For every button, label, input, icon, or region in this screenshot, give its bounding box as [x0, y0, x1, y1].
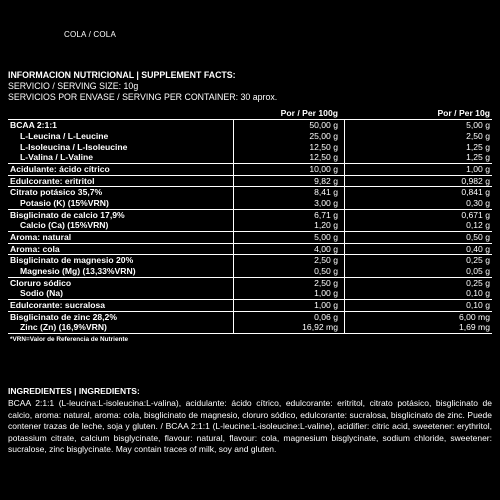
column-header-10g: Por / Per 10g: [437, 108, 490, 118]
value-per-10g: 5,00 g: [466, 120, 490, 130]
table-row: [8, 142, 492, 153]
value-per-10g: 0,10 g: [466, 288, 490, 299]
nutrient-name: Bisglicinato de calcio 17,9%: [10, 209, 125, 220]
table-row: [8, 266, 492, 278]
value-per-10g: 1,00 g: [466, 163, 490, 174]
column-header-100g: Por / Per 100g: [280, 108, 338, 118]
table-row: [8, 164, 492, 176]
value-per-100g: 0,06 g: [314, 311, 338, 322]
value-per-100g: 9,82 g: [314, 175, 338, 186]
nutrient-name: L-Isoleucina / L-Isoleucine: [20, 141, 128, 152]
value-per-100g: 1,00 g: [314, 288, 338, 299]
value-per-100g: 6,71 g: [314, 209, 338, 220]
nutrient-name: Aroma: cola: [10, 243, 60, 254]
value-per-10g: 0,25 g: [466, 255, 490, 266]
nutrient-name: L-Leucina / L-Leucine: [20, 130, 109, 141]
value-per-100g: 0,50 g: [314, 265, 338, 276]
nutrient-name: Acidulante: ácido cítrico: [10, 163, 110, 174]
nutrient-name: Sodio (Na): [20, 288, 63, 299]
ingredients-title: INGREDIENTES | INGREDIENTS:: [8, 386, 140, 396]
value-per-100g: 3,00 g: [314, 197, 338, 208]
value-per-100g: 5,00 g: [314, 231, 338, 242]
nutrient-name: Citrato potásico 35,7%: [10, 187, 103, 198]
nutrient-name: Edulcorante: sucralosa: [10, 299, 106, 310]
table-row: [8, 220, 492, 232]
value-per-10g: 0,671 g: [461, 209, 490, 220]
nutrient-name: Potasio (K) (15%VRN): [20, 197, 109, 208]
nutrient-name: Zinc (Zn) (16,9%VRN): [20, 322, 107, 333]
table-header: [8, 108, 492, 120]
table-row: [8, 152, 492, 164]
table-row: [8, 232, 492, 244]
table-body: [8, 120, 492, 334]
nutrient-name: Cloruro sódico: [10, 277, 72, 288]
nutrition-title: INFORMACION NUTRICIONAL | SUPPLEMENT FACTS:: [8, 70, 236, 80]
nutrition-header: [8, 70, 492, 103]
value-per-10g: 0,50 g: [466, 231, 490, 242]
column-divider: [233, 120, 234, 334]
value-per-10g: 1,25 g: [466, 141, 490, 152]
value-per-10g: 0,12 g: [466, 220, 490, 231]
table-row: [8, 300, 492, 312]
value-per-10g: 0,982 g: [461, 175, 490, 186]
value-per-100g: 4,00 g: [314, 243, 338, 254]
table-row: [8, 187, 492, 198]
nutrient-name: Calcio (Ca) (15%VRN): [20, 220, 109, 231]
serving-size: SERVICIO / SERVING SIZE: 10g: [8, 81, 139, 91]
value-per-10g: 0,10 g: [466, 299, 490, 310]
footnote: *VRN=Valor de Referencia de Nutriente: [10, 336, 129, 343]
table-row: [8, 288, 492, 300]
ingredients-text: BCAA 2:1:1 (L-leucina:L-isoleucina:L-valina), acidulante: ácido cítrico, edulcorante: eritritol, citrato potásico, bisglicinato de calcio, aroma: natural, aroma: cola, bisglicinato de magnesio, cloruro sódico, edulcorante: sucralosa, bisglicinato de zinc. Puede contener trazas de leche, soja y gluten. / BCAA 2:1:1 (L-leucine:L-isoleucine:L-valine), acidifier: citric acid, sweetener: erythritol, potassium citrate, calcium bisglycinate, flavour: natural, flavour: cola, magnesium bisglycinate, sodium chloride, sweetener: sucralose, zinc bisglycinate. May contain traces of milk, soy and gluten.: [8, 398, 492, 455]
nutrient-name: Magnesio (Mg) (13,33%VRN): [20, 265, 136, 276]
value-per-100g: 25,00 g: [309, 130, 338, 141]
value-per-10g: 0,30 g: [466, 197, 490, 208]
value-per-100g: 12,50 g: [309, 141, 338, 152]
value-per-100g: 12,50 g: [309, 152, 338, 163]
value-per-10g: 6,00 mg: [458, 311, 490, 322]
value-per-100g: 50,00 g: [309, 120, 338, 130]
column-divider: [344, 120, 345, 334]
table-row: [8, 244, 492, 256]
ingredients-section: [8, 386, 492, 455]
value-per-100g: 8,41 g: [314, 187, 338, 198]
nutrient-name: BCAA 2:1:1: [10, 120, 57, 130]
value-per-10g: 1,25 g: [466, 152, 490, 163]
value-per-100g: 2,50 g: [314, 255, 338, 266]
table-row: [8, 322, 492, 334]
table-row: [8, 198, 492, 210]
table-row: [8, 312, 492, 323]
supplement-facts-table: [8, 108, 492, 334]
value-per-100g: 16,92 mg: [302, 322, 338, 333]
nutrient-name: Bisglicinato de magnesio 20%: [10, 255, 134, 266]
table-row: [8, 210, 492, 221]
value-per-10g: 0,25 g: [466, 277, 490, 288]
value-per-100g: 10,00 g: [309, 163, 338, 174]
nutrient-name: Aroma: natural: [10, 231, 72, 242]
nutrient-name: Bisglicinato de zinc 28,2%: [10, 311, 117, 322]
value-per-10g: 1,69 mg: [458, 322, 490, 333]
value-per-10g: 0,841 g: [461, 187, 490, 198]
table-row: [8, 278, 492, 289]
table-row: [8, 255, 492, 266]
value-per-10g: 0,05 g: [466, 265, 490, 276]
table-row: [8, 120, 492, 131]
value-per-10g: 0,40 g: [466, 243, 490, 254]
servings-per-container: SERVICIOS POR ENVASE / SERVING PER CONTAINER: 30 aprox.: [8, 92, 278, 102]
value-per-100g: 1,20 g: [314, 220, 338, 231]
value-per-100g: 2,50 g: [314, 277, 338, 288]
flavor-label: COLA / COLA: [64, 30, 116, 39]
table-row: [8, 176, 492, 188]
nutrient-name: Edulcorante: eritritol: [10, 175, 95, 186]
table-row: [8, 131, 492, 142]
nutrient-name: L-Valina / L-Valine: [20, 152, 94, 163]
value-per-100g: 1,00 g: [314, 299, 338, 310]
value-per-10g: 2,50 g: [466, 130, 490, 141]
